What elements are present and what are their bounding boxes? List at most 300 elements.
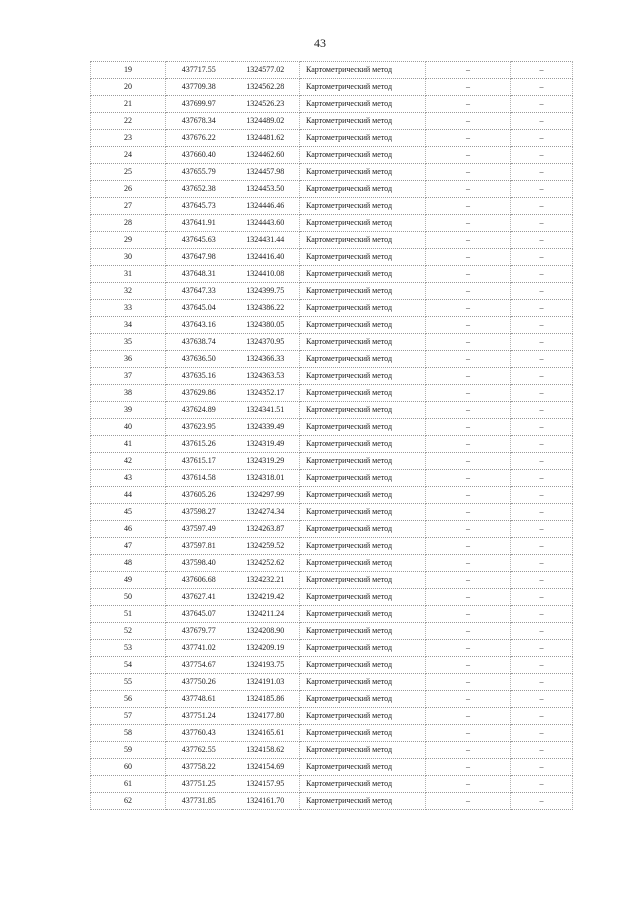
y-coordinate-cell: 1324209.19 bbox=[232, 640, 300, 657]
dash-cell: – bbox=[511, 453, 573, 470]
x-coordinate-cell: 437606.68 bbox=[166, 572, 232, 589]
x-coordinate-cell: 437731.85 bbox=[166, 793, 232, 810]
dash-cell: – bbox=[426, 198, 511, 215]
point-number-cell: 28 bbox=[91, 215, 166, 232]
dash-cell: – bbox=[426, 436, 511, 453]
point-number-cell: 29 bbox=[91, 232, 166, 249]
point-number-cell: 40 bbox=[91, 419, 166, 436]
dash-cell: – bbox=[426, 317, 511, 334]
point-number-cell: 41 bbox=[91, 436, 166, 453]
point-number-cell: 25 bbox=[91, 164, 166, 181]
x-coordinate-cell: 437597.81 bbox=[166, 538, 232, 555]
table-row bbox=[91, 504, 573, 521]
point-number-cell: 23 bbox=[91, 130, 166, 147]
x-coordinate-cell: 437678.34 bbox=[166, 113, 232, 130]
dash-cell: – bbox=[426, 419, 511, 436]
dash-cell: – bbox=[511, 62, 573, 79]
method-cell: Картометрический метод bbox=[300, 334, 426, 351]
dash-cell: – bbox=[426, 674, 511, 691]
point-number-cell: 44 bbox=[91, 487, 166, 504]
y-coordinate-cell: 1324263.87 bbox=[232, 521, 300, 538]
method-cell: Картометрический метод bbox=[300, 436, 426, 453]
table-row bbox=[91, 470, 573, 487]
method-cell: Картометрический метод bbox=[300, 555, 426, 572]
dash-cell: – bbox=[426, 555, 511, 572]
x-coordinate-cell: 437655.79 bbox=[166, 164, 232, 181]
dash-cell: – bbox=[426, 266, 511, 283]
table-row bbox=[91, 317, 573, 334]
method-cell: Картометрический метод bbox=[300, 538, 426, 555]
dash-cell: – bbox=[511, 623, 573, 640]
x-coordinate-cell: 437660.40 bbox=[166, 147, 232, 164]
dash-cell: – bbox=[511, 334, 573, 351]
dash-cell: – bbox=[426, 130, 511, 147]
dash-cell: – bbox=[426, 79, 511, 96]
method-cell: Картометрический метод bbox=[300, 674, 426, 691]
table-row bbox=[91, 402, 573, 419]
point-number-cell: 26 bbox=[91, 181, 166, 198]
dash-cell: – bbox=[426, 62, 511, 79]
x-coordinate-cell: 437647.33 bbox=[166, 283, 232, 300]
point-number-cell: 34 bbox=[91, 317, 166, 334]
dash-cell: – bbox=[511, 215, 573, 232]
point-number-cell: 21 bbox=[91, 96, 166, 113]
method-cell: Картометрический метод bbox=[300, 96, 426, 113]
dash-cell: – bbox=[426, 300, 511, 317]
method-cell: Картометрический метод bbox=[300, 300, 426, 317]
dash-cell: – bbox=[511, 232, 573, 249]
y-coordinate-cell: 1324462.60 bbox=[232, 147, 300, 164]
point-number-cell: 22 bbox=[91, 113, 166, 130]
dash-cell: – bbox=[426, 640, 511, 657]
y-coordinate-cell: 1324297.99 bbox=[232, 487, 300, 504]
table-row bbox=[91, 742, 573, 759]
method-cell: Картометрический метод bbox=[300, 402, 426, 419]
method-cell: Картометрический метод bbox=[300, 283, 426, 300]
method-cell: Картометрический метод bbox=[300, 317, 426, 334]
dash-cell: – bbox=[511, 759, 573, 776]
method-cell: Картометрический метод bbox=[300, 708, 426, 725]
method-cell: Картометрический метод bbox=[300, 147, 426, 164]
method-cell: Картометрический метод bbox=[300, 351, 426, 368]
point-number-cell: 36 bbox=[91, 351, 166, 368]
method-cell: Картометрический метод bbox=[300, 368, 426, 385]
dash-cell: – bbox=[511, 147, 573, 164]
method-cell: Картометрический метод bbox=[300, 606, 426, 623]
point-number-cell: 52 bbox=[91, 623, 166, 640]
x-coordinate-cell: 437614.58 bbox=[166, 470, 232, 487]
dash-cell: – bbox=[426, 453, 511, 470]
y-coordinate-cell: 1324577.02 bbox=[232, 62, 300, 79]
y-coordinate-cell: 1324489.02 bbox=[232, 113, 300, 130]
method-cell: Картометрический метод bbox=[300, 691, 426, 708]
table-row bbox=[91, 334, 573, 351]
x-coordinate-cell: 437598.40 bbox=[166, 555, 232, 572]
dash-cell: – bbox=[511, 181, 573, 198]
y-coordinate-cell: 1324446.46 bbox=[232, 198, 300, 215]
x-coordinate-cell: 437624.89 bbox=[166, 402, 232, 419]
point-number-cell: 60 bbox=[91, 759, 166, 776]
table-row bbox=[91, 589, 573, 606]
point-number-cell: 54 bbox=[91, 657, 166, 674]
dash-cell: – bbox=[511, 198, 573, 215]
method-cell: Картометрический метод bbox=[300, 453, 426, 470]
table-row bbox=[91, 725, 573, 742]
y-coordinate-cell: 1324191.03 bbox=[232, 674, 300, 691]
point-number-cell: 19 bbox=[91, 62, 166, 79]
x-coordinate-cell: 437645.07 bbox=[166, 606, 232, 623]
dash-cell: – bbox=[426, 793, 511, 810]
method-cell: Картометрический метод bbox=[300, 742, 426, 759]
dash-cell: – bbox=[511, 521, 573, 538]
dash-cell: – bbox=[426, 96, 511, 113]
method-cell: Картометрический метод bbox=[300, 62, 426, 79]
x-coordinate-cell: 437754.67 bbox=[166, 657, 232, 674]
method-cell: Картометрический метод bbox=[300, 385, 426, 402]
x-coordinate-cell: 437605.26 bbox=[166, 487, 232, 504]
x-coordinate-cell: 437648.31 bbox=[166, 266, 232, 283]
table-row bbox=[91, 674, 573, 691]
dash-cell: – bbox=[511, 79, 573, 96]
method-cell: Картометрический метод bbox=[300, 215, 426, 232]
point-number-cell: 35 bbox=[91, 334, 166, 351]
y-coordinate-cell: 1324211.24 bbox=[232, 606, 300, 623]
table-row bbox=[91, 130, 573, 147]
dash-cell: – bbox=[511, 402, 573, 419]
y-coordinate-cell: 1324410.08 bbox=[232, 266, 300, 283]
x-coordinate-cell: 437615.26 bbox=[166, 436, 232, 453]
table-row bbox=[91, 232, 573, 249]
dash-cell: – bbox=[426, 385, 511, 402]
dash-cell: – bbox=[426, 232, 511, 249]
table-row bbox=[91, 351, 573, 368]
method-cell: Картометрический метод bbox=[300, 181, 426, 198]
y-coordinate-cell: 1324219.42 bbox=[232, 589, 300, 606]
point-number-cell: 47 bbox=[91, 538, 166, 555]
table-row bbox=[91, 419, 573, 436]
x-coordinate-cell: 437748.61 bbox=[166, 691, 232, 708]
y-coordinate-cell: 1324319.29 bbox=[232, 453, 300, 470]
table-row bbox=[91, 164, 573, 181]
dash-cell: – bbox=[511, 130, 573, 147]
x-coordinate-cell: 437629.86 bbox=[166, 385, 232, 402]
x-coordinate-cell: 437762.55 bbox=[166, 742, 232, 759]
x-coordinate-cell: 437597.49 bbox=[166, 521, 232, 538]
dash-cell: – bbox=[511, 793, 573, 810]
x-coordinate-cell: 437645.73 bbox=[166, 198, 232, 215]
table-row bbox=[91, 436, 573, 453]
dash-cell: – bbox=[426, 249, 511, 266]
table-row bbox=[91, 606, 573, 623]
dash-cell: – bbox=[511, 572, 573, 589]
table-row bbox=[91, 300, 573, 317]
x-coordinate-cell: 437645.63 bbox=[166, 232, 232, 249]
table-row bbox=[91, 572, 573, 589]
point-number-cell: 59 bbox=[91, 742, 166, 759]
y-coordinate-cell: 1324232.21 bbox=[232, 572, 300, 589]
dash-cell: – bbox=[511, 385, 573, 402]
table-row bbox=[91, 198, 573, 215]
dash-cell: – bbox=[426, 657, 511, 674]
point-number-cell: 61 bbox=[91, 776, 166, 793]
dash-cell: – bbox=[511, 470, 573, 487]
x-coordinate-cell: 437643.16 bbox=[166, 317, 232, 334]
y-coordinate-cell: 1324453.50 bbox=[232, 181, 300, 198]
dash-cell: – bbox=[511, 742, 573, 759]
dash-cell: – bbox=[426, 572, 511, 589]
y-coordinate-cell: 1324416.40 bbox=[232, 249, 300, 266]
x-coordinate-cell: 437741.02 bbox=[166, 640, 232, 657]
point-number-cell: 37 bbox=[91, 368, 166, 385]
x-coordinate-cell: 437623.95 bbox=[166, 419, 232, 436]
method-cell: Картометрический метод bbox=[300, 79, 426, 96]
x-coordinate-cell: 437636.50 bbox=[166, 351, 232, 368]
point-number-cell: 32 bbox=[91, 283, 166, 300]
table-row bbox=[91, 266, 573, 283]
table-row bbox=[91, 776, 573, 793]
x-coordinate-cell: 437679.77 bbox=[166, 623, 232, 640]
y-coordinate-cell: 1324208.90 bbox=[232, 623, 300, 640]
dash-cell: – bbox=[426, 538, 511, 555]
method-cell: Картометрический метод bbox=[300, 419, 426, 436]
method-cell: Картометрический метод bbox=[300, 759, 426, 776]
table-row bbox=[91, 113, 573, 130]
method-cell: Картометрический метод bbox=[300, 249, 426, 266]
y-coordinate-cell: 1324193.75 bbox=[232, 657, 300, 674]
x-coordinate-cell: 437760.43 bbox=[166, 725, 232, 742]
dash-cell: – bbox=[511, 657, 573, 674]
table-row bbox=[91, 385, 573, 402]
table-row bbox=[91, 215, 573, 232]
y-coordinate-cell: 1324366.33 bbox=[232, 351, 300, 368]
y-coordinate-cell: 1324274.34 bbox=[232, 504, 300, 521]
dash-cell: – bbox=[511, 96, 573, 113]
dash-cell: – bbox=[426, 283, 511, 300]
method-cell: Картометрический метод bbox=[300, 657, 426, 674]
dash-cell: – bbox=[511, 589, 573, 606]
table-row bbox=[91, 147, 573, 164]
dash-cell: – bbox=[426, 181, 511, 198]
method-cell: Картометрический метод bbox=[300, 640, 426, 657]
point-number-cell: 51 bbox=[91, 606, 166, 623]
dash-cell: – bbox=[426, 759, 511, 776]
dash-cell: – bbox=[511, 504, 573, 521]
point-number-cell: 39 bbox=[91, 402, 166, 419]
dash-cell: – bbox=[426, 623, 511, 640]
dash-cell: – bbox=[426, 521, 511, 538]
table-row bbox=[91, 759, 573, 776]
dash-cell: – bbox=[426, 164, 511, 181]
point-number-cell: 46 bbox=[91, 521, 166, 538]
y-coordinate-cell: 1324386.22 bbox=[232, 300, 300, 317]
x-coordinate-cell: 437638.74 bbox=[166, 334, 232, 351]
page-number: 43 bbox=[314, 36, 326, 50]
y-coordinate-cell: 1324177.80 bbox=[232, 708, 300, 725]
method-cell: Картометрический метод bbox=[300, 623, 426, 640]
x-coordinate-cell: 437750.26 bbox=[166, 674, 232, 691]
y-coordinate-cell: 1324158.62 bbox=[232, 742, 300, 759]
dash-cell: – bbox=[426, 487, 511, 504]
x-coordinate-cell: 437615.17 bbox=[166, 453, 232, 470]
dash-cell: – bbox=[511, 113, 573, 130]
y-coordinate-cell: 1324352.17 bbox=[232, 385, 300, 402]
table-row bbox=[91, 283, 573, 300]
dash-cell: – bbox=[426, 351, 511, 368]
dash-cell: – bbox=[511, 708, 573, 725]
x-coordinate-cell: 437598.27 bbox=[166, 504, 232, 521]
x-coordinate-cell: 437751.25 bbox=[166, 776, 232, 793]
x-coordinate-cell: 437635.16 bbox=[166, 368, 232, 385]
dash-cell: – bbox=[511, 776, 573, 793]
table-row bbox=[91, 487, 573, 504]
dash-cell: – bbox=[511, 674, 573, 691]
y-coordinate-cell: 1324319.49 bbox=[232, 436, 300, 453]
point-number-cell: 33 bbox=[91, 300, 166, 317]
method-cell: Картометрический метод bbox=[300, 725, 426, 742]
y-coordinate-cell: 1324481.62 bbox=[232, 130, 300, 147]
point-number-cell: 30 bbox=[91, 249, 166, 266]
method-cell: Картометрический метод bbox=[300, 793, 426, 810]
dash-cell: – bbox=[511, 300, 573, 317]
point-number-cell: 57 bbox=[91, 708, 166, 725]
table-row bbox=[91, 453, 573, 470]
table-row bbox=[91, 623, 573, 640]
point-number-cell: 31 bbox=[91, 266, 166, 283]
method-cell: Картометрический метод bbox=[300, 776, 426, 793]
point-number-cell: 62 bbox=[91, 793, 166, 810]
coordinates-table-body bbox=[91, 62, 573, 810]
y-coordinate-cell: 1324562.28 bbox=[232, 79, 300, 96]
dash-cell: – bbox=[426, 742, 511, 759]
dash-cell: – bbox=[511, 368, 573, 385]
y-coordinate-cell: 1324370.95 bbox=[232, 334, 300, 351]
method-cell: Картометрический метод bbox=[300, 589, 426, 606]
x-coordinate-cell: 437751.24 bbox=[166, 708, 232, 725]
table-row bbox=[91, 181, 573, 198]
table-row bbox=[91, 368, 573, 385]
dash-cell: – bbox=[511, 266, 573, 283]
method-cell: Картометрический метод bbox=[300, 198, 426, 215]
table-row bbox=[91, 793, 573, 810]
dash-cell: – bbox=[511, 351, 573, 368]
point-number-cell: 50 bbox=[91, 589, 166, 606]
x-coordinate-cell: 437645.04 bbox=[166, 300, 232, 317]
method-cell: Картометрический метод bbox=[300, 487, 426, 504]
point-number-cell: 43 bbox=[91, 470, 166, 487]
point-number-cell: 42 bbox=[91, 453, 166, 470]
table-row bbox=[91, 79, 573, 96]
dash-cell: – bbox=[511, 725, 573, 742]
y-coordinate-cell: 1324341.51 bbox=[232, 402, 300, 419]
y-coordinate-cell: 1324363.53 bbox=[232, 368, 300, 385]
point-number-cell: 27 bbox=[91, 198, 166, 215]
method-cell: Картометрический метод bbox=[300, 504, 426, 521]
table-row bbox=[91, 708, 573, 725]
point-number-cell: 38 bbox=[91, 385, 166, 402]
table-row bbox=[91, 249, 573, 266]
dash-cell: – bbox=[426, 606, 511, 623]
method-cell: Картометрический метод bbox=[300, 130, 426, 147]
point-number-cell: 24 bbox=[91, 147, 166, 164]
method-cell: Картометрический метод bbox=[300, 470, 426, 487]
y-coordinate-cell: 1324399.75 bbox=[232, 283, 300, 300]
dash-cell: – bbox=[426, 402, 511, 419]
dash-cell: – bbox=[426, 725, 511, 742]
table-row bbox=[91, 62, 573, 79]
method-cell: Картометрический метод bbox=[300, 164, 426, 181]
dash-cell: – bbox=[426, 334, 511, 351]
method-cell: Картометрический метод bbox=[300, 266, 426, 283]
dash-cell: – bbox=[511, 538, 573, 555]
dash-cell: – bbox=[511, 419, 573, 436]
point-number-cell: 20 bbox=[91, 79, 166, 96]
dash-cell: – bbox=[426, 691, 511, 708]
y-coordinate-cell: 1324318.01 bbox=[232, 470, 300, 487]
point-number-cell: 48 bbox=[91, 555, 166, 572]
x-coordinate-cell: 437652.38 bbox=[166, 181, 232, 198]
dash-cell: – bbox=[511, 691, 573, 708]
coordinates-table bbox=[90, 61, 573, 810]
dash-cell: – bbox=[426, 470, 511, 487]
x-coordinate-cell: 437717.55 bbox=[166, 62, 232, 79]
y-coordinate-cell: 1324339.49 bbox=[232, 419, 300, 436]
dash-cell: – bbox=[426, 368, 511, 385]
point-number-cell: 56 bbox=[91, 691, 166, 708]
dash-cell: – bbox=[511, 249, 573, 266]
dash-cell: – bbox=[511, 436, 573, 453]
x-coordinate-cell: 437699.97 bbox=[166, 96, 232, 113]
table-row bbox=[91, 538, 573, 555]
x-coordinate-cell: 437647.98 bbox=[166, 249, 232, 266]
table-row bbox=[91, 96, 573, 113]
y-coordinate-cell: 1324443.60 bbox=[232, 215, 300, 232]
x-coordinate-cell: 437676.22 bbox=[166, 130, 232, 147]
method-cell: Картометрический метод bbox=[300, 232, 426, 249]
x-coordinate-cell: 437641.91 bbox=[166, 215, 232, 232]
point-number-cell: 45 bbox=[91, 504, 166, 521]
y-coordinate-cell: 1324157.95 bbox=[232, 776, 300, 793]
y-coordinate-cell: 1324154.69 bbox=[232, 759, 300, 776]
y-coordinate-cell: 1324526.23 bbox=[232, 96, 300, 113]
dash-cell: – bbox=[426, 776, 511, 793]
dash-cell: – bbox=[426, 113, 511, 130]
dash-cell: – bbox=[511, 487, 573, 504]
method-cell: Картометрический метод bbox=[300, 572, 426, 589]
point-number-cell: 49 bbox=[91, 572, 166, 589]
y-coordinate-cell: 1324161.70 bbox=[232, 793, 300, 810]
table-row bbox=[91, 640, 573, 657]
dash-cell: – bbox=[426, 504, 511, 521]
dash-cell: – bbox=[511, 606, 573, 623]
table-row bbox=[91, 521, 573, 538]
y-coordinate-cell: 1324380.05 bbox=[232, 317, 300, 334]
dash-cell: – bbox=[511, 640, 573, 657]
y-coordinate-cell: 1324457.98 bbox=[232, 164, 300, 181]
point-number-cell: 55 bbox=[91, 674, 166, 691]
dash-cell: – bbox=[511, 164, 573, 181]
dash-cell: – bbox=[426, 589, 511, 606]
dash-cell: – bbox=[511, 555, 573, 572]
dash-cell: – bbox=[426, 708, 511, 725]
x-coordinate-cell: 437709.38 bbox=[166, 79, 232, 96]
x-coordinate-cell: 437627.41 bbox=[166, 589, 232, 606]
dash-cell: – bbox=[426, 147, 511, 164]
y-coordinate-cell: 1324259.52 bbox=[232, 538, 300, 555]
table-row bbox=[91, 555, 573, 572]
dash-cell: – bbox=[511, 283, 573, 300]
y-coordinate-cell: 1324165.61 bbox=[232, 725, 300, 742]
table-row bbox=[91, 691, 573, 708]
